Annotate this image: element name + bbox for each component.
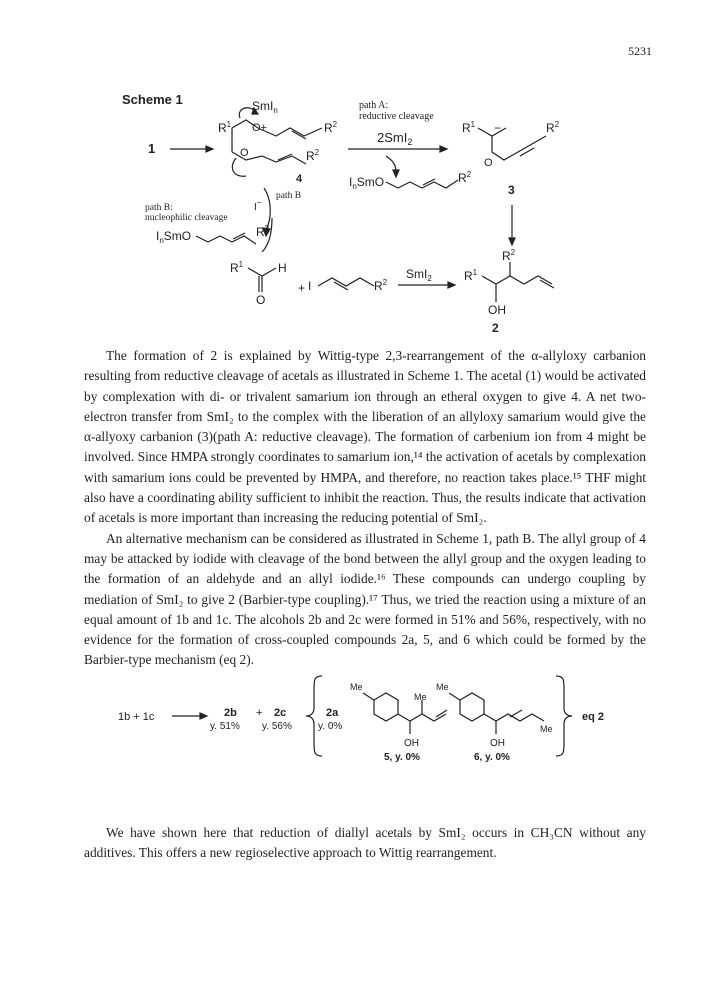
product-2a-yield: y. 0% xyxy=(318,721,343,732)
body-text xyxy=(84,346,646,671)
oh-6-label: OH xyxy=(490,738,505,749)
r1-aldehyde-label: $R^1$ xyxy=(230,260,244,275)
eq2-plus: + xyxy=(256,707,263,719)
path-a-desc: reductive cleavage xyxy=(359,111,434,122)
me-5-ring: Me xyxy=(350,682,363,692)
o-label: O xyxy=(240,147,249,159)
product-5-label: 5, y. 0% xyxy=(384,752,420,763)
me-6-ring: Me xyxy=(436,682,449,692)
compound-2-label: 2 xyxy=(492,321,499,335)
path-b-short: path B xyxy=(276,191,302,201)
insmo-path-a: $I_nSmO$ xyxy=(349,175,385,191)
path-a-label: path A: xyxy=(359,100,389,111)
r2-lower-label: $R^2$ xyxy=(306,148,320,163)
oh-product2-label: OH xyxy=(488,303,506,317)
o-compound3-label: O xyxy=(484,157,493,169)
scheme-title: Scheme 1 xyxy=(122,92,183,107)
h-aldehyde-label: H xyxy=(278,261,287,275)
eq-2-label: eq 2 xyxy=(582,711,605,723)
r2-top-label: $R^2$ xyxy=(324,120,338,135)
o-aldehyde-label: O xyxy=(256,293,266,307)
path-b-desc: nucleophilic cleavage xyxy=(145,213,228,223)
product-2a: 2a xyxy=(326,707,339,719)
r2-compound3-label: $R^2$ xyxy=(546,120,560,135)
product-2c: 2c xyxy=(274,707,287,719)
minus-sign: − xyxy=(494,121,502,135)
product-2c-yield: y. 56% xyxy=(262,721,292,732)
plus-sign: + xyxy=(298,281,306,295)
page-number: 5231 xyxy=(628,44,652,58)
me-6-chain: Me xyxy=(540,724,553,734)
reactants-label: 1b + 1c xyxy=(118,711,155,723)
r1-compound3-label: $R^1$ xyxy=(462,120,476,135)
me-5-chain: Me xyxy=(414,692,427,702)
r2-product2-label: $R^2$ xyxy=(502,248,516,263)
r1-product2-label: $R^1$ xyxy=(464,268,478,283)
body-text-closing xyxy=(84,823,646,864)
insmo-path-b: $I_nSmO$ xyxy=(156,229,192,245)
smi2-reagent: SmI$_2$ xyxy=(406,267,432,283)
scheme-1-diagram xyxy=(0,60,720,360)
product-2b-yield: y. 51% xyxy=(210,721,240,732)
paragraph-3: We have shown here that reduction of diallyl acetals by SmI₂ occurs in CH₃CN without any additives. This offers a new regioselective approach to Wittig rearrangement. xyxy=(84,825,646,861)
o-plus-label: O+ xyxy=(252,122,267,134)
compound-1-label: 1 xyxy=(148,141,156,156)
oh-5-label: OH xyxy=(404,738,419,749)
reagent-2smi2: 2SmI$_2$ xyxy=(377,130,413,147)
iodide-label: I− xyxy=(254,198,262,213)
r1-label: $R^1$ xyxy=(218,120,232,135)
intermediate-4-label: 4 xyxy=(296,173,303,185)
path-b-label: path B: xyxy=(145,203,173,213)
compound-3-label: 3 xyxy=(508,183,515,197)
equation-2-diagram xyxy=(0,650,720,800)
paragraph-2: An alternative mechanism can be considered as illustrated in Scheme 1, path B. The allyl group of 4 may be attacked by iodide with cleavage of the bond between the allyl group and the oxygen leading to the formation of an aldehyde and an allyl iodide.¹⁶ These compounds can undergo coupling by mediation of SmI₂ to give 2 (Barbier-type coupling).¹⁷ Thus, we tried the reaction using a mixture of an equal amount of 1b and 1c. The alcohols 2b and 2c were formed in 51% and 56%, respectively, with no evidence for the formation of cross-coupled compounds 2a, 5, and 6 which could be formed by the Barbier-type mechanism (eq 2). xyxy=(84,530,646,668)
r2-allyl-label: $R^2$ xyxy=(374,278,388,293)
product-6-label: 6, y. 0% xyxy=(474,752,510,763)
iodine-allyl-label: I xyxy=(308,279,312,293)
product-2b: 2b xyxy=(224,707,237,719)
r2-path-a-label: $R^2$ xyxy=(458,170,472,185)
paragraph-1: The formation of 2 is explained by Wittig-type 2,3-rearrangement of the α-allyloxy carbanion resulting from reductive cleavage of acetals as illustrated in Scheme 1. The acetal (1) would be activated by complexation with di- or trivalent samarium ion through an etheral oxygen to give 4. A net two-electron transfer from SmI₂ to the complex with the liberation of an allyloxy samarium would give the α-allyoxy carbanion (3)(path A: reductive cleavage). The formation of carbenium ion from 4 might be involved. Since HMPA strongly coordinates to samarium ion,¹⁴ the activation of acetals by complexation with samarium ions could be prevented by HMPA, and therefore, no reaction takes place.¹⁵ THF might also have a coordinating ability sufficient to inhibit the reaction. Thus, the results indicate that activation of acetals is more important than increasing the reducing potential of SmI₂. xyxy=(84,348,646,526)
r2-path-b-label: $R^2$ xyxy=(256,224,270,239)
smln-label: SmI$_n$ xyxy=(252,99,278,115)
